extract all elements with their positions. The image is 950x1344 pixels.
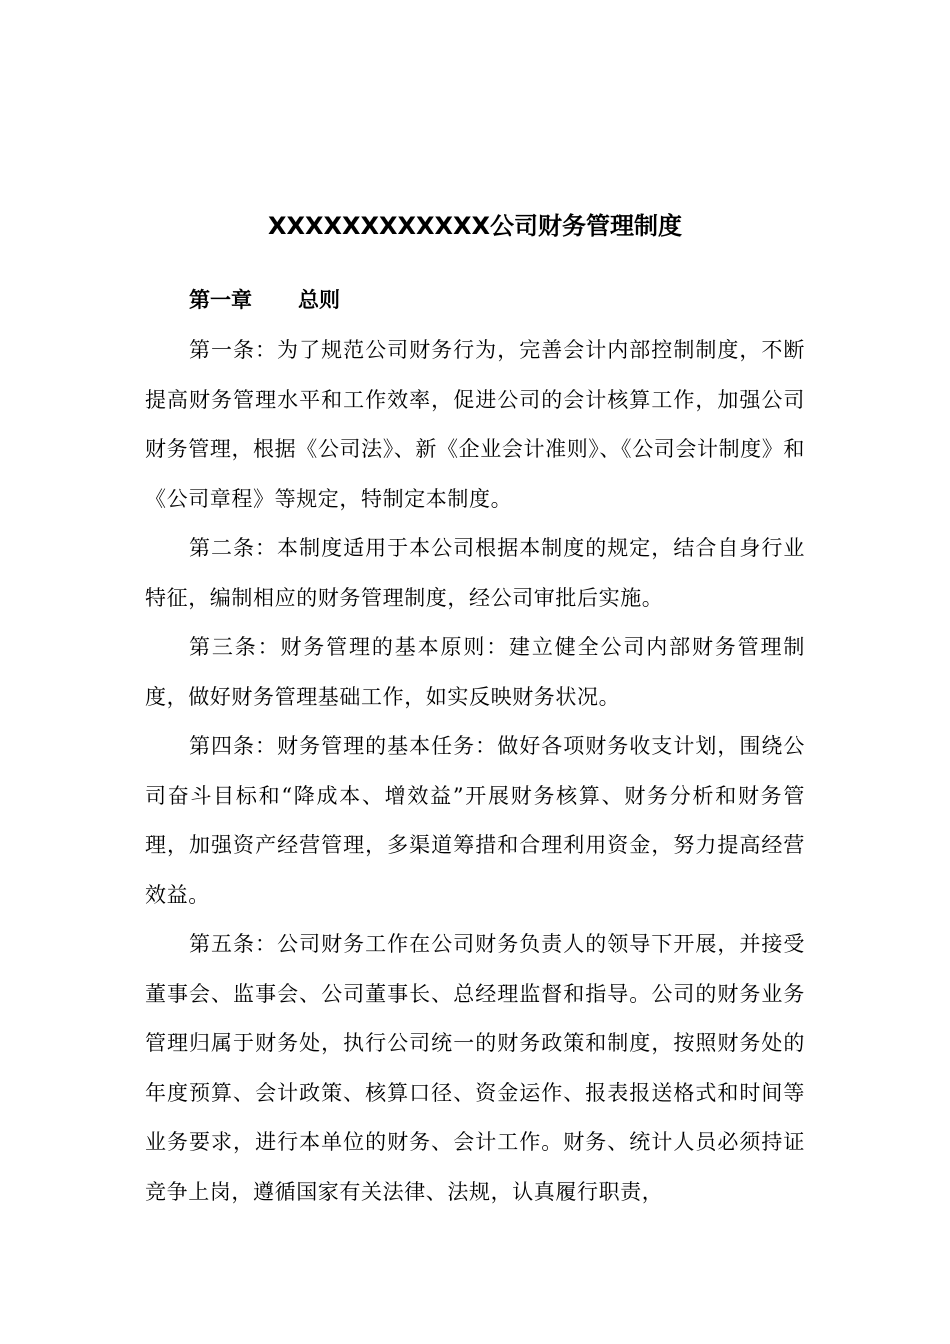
chapter-heading [189,284,340,316]
article-4-paragraph: 第四条：财务管理的基本任务：做好各项财务收支计划，围绕公司奋斗目标和“降成本、增效益”开展财务核算、财务分析和财务管理，加强资产经营管理，多渠道筹措和合理利用资金，努力提高经营效益。 [145,734,805,907]
article-2-paragraph: 第二条：本制度适用于本公司根据本制度的规定，结合自身行业特征，编制相应的财务管理制度，经公司审批后实施。 [145,536,805,610]
chapter-name: 总则 [298,288,340,312]
chapter-number: 第一章 [189,288,252,312]
article-5-paragraph: 第五条：公司财务工作在公司财务负责人的领导下开展，并接受董事会、监事会、公司董事长、总经理监督和指导。公司的财务业务管理归属于财务处，执行公司统一的财务政策和制度，按照财务处的年度预算、会计政策、核算口径、资金运作、报表报送格式和时间等业务要求，进行本单位的财务、会计工作。财务、统计人员必须持证竞争上岗，遵循国家有关法律、法规，认真履行职责， [145,932,805,1204]
document-title: XXXXXXXXXXXX公司财务管理制度 [267,212,683,240]
article-1-paragraph: 第一条：为了规范公司财务行为，完善会计内部控制制度，不断提高财务管理水平和工作效率，促进公司的会计核算工作，加强公司财务管理，根据《公司法》、新《企业会计准则》、《公司会计制度》和《公司章程》等规定，特制定本制度。 [145,338,805,511]
article-3-paragraph: 第三条：财务管理的基本原则：建立健全公司内部财务管理制度，做好财务管理基础工作，如实反映财务状况。 [145,635,805,709]
